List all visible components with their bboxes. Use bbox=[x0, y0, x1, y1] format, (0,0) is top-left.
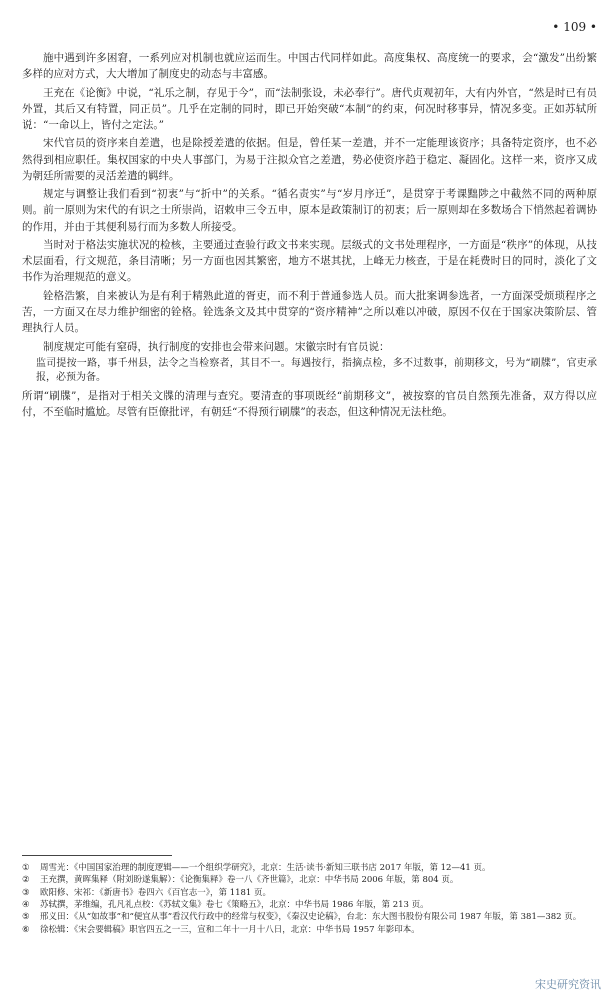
footnote-text: 苏轼撰，茅维编，孔凡礼点校：《苏轼文集》卷七《策略五》，北京：中华书局 1986 年版，第 213 页。 bbox=[40, 899, 429, 910]
footnote-text: 欧阳修、宋祁：《新唐书》卷四六《百官志一》，第 1181 页。 bbox=[40, 887, 272, 898]
footnote-number: ① bbox=[22, 863, 30, 873]
footnote-text: 邢义田：《从“如故事”和“便宜从事”看汉代行政中的经常与权变》，《秦汉史论稿》，台北：东大图书股份有限公司 1987 年版，第 381—382 页。 bbox=[40, 912, 582, 923]
paragraph: 王充在《论衡》中说，“礼乐之制，存见于今”，而“法制张设，未必奉行”。唐代贞观初年，大有内外官，“然是时已有员外置，其后又有特置，同正员”。几乎在定制的同时，即已开始突破“本制”的约束，何况时移事异，情况多变。正如苏轼所说：“一命以上，皆付之定法。” bbox=[22, 86, 597, 132]
footnote bbox=[22, 911, 597, 923]
footnote-number: ② bbox=[22, 875, 30, 886]
footnote-number: ③ bbox=[22, 887, 30, 898]
footnotes bbox=[22, 855, 597, 936]
paragraph: 铨格浩繁，自来被认为是有利于精熟此道的胥吏，而不利于普通参选人员。而大批案调参选者，一方面深受烦琐程序之苦，一方面又在尽力维护细密的铨格。铨选条文及其中贯穿的“资序精神”之所以难以冲破，原因不仅在于国家决策阶层、管理执行人员。 bbox=[22, 289, 597, 335]
footnote bbox=[22, 887, 597, 899]
wechat-watermark: 宋史研究资讯 bbox=[535, 978, 601, 991]
paragraph: 所谓“刷牒”，是指对于相关文牒的清理与查究。要清查的事项既经“前期移文”，被按察的官员自然预先准备，双方得以应付，不至临时尴尬。尽管有臣僚批评，有朝廷“不得预行刷牒”的表态，但这种情况无法杜绝。 bbox=[22, 389, 597, 419]
footnote-text: 王充撰，黄晖集释（附刘盼遂集解）：《论衡集释》卷一八《齐世篇》，北京：中华书局 2006 年版，第 804 页。 bbox=[40, 875, 459, 886]
body-text bbox=[22, 50, 597, 422]
paragraph: 施中遇到许多困窘，一系列应对机制也就应运而生。中国古代同样如此。高度集权、高度统一的要求，会“激发”出纷繁多样的应对方式，大大增加了制度史的动态与丰富感。 bbox=[22, 52, 597, 81]
footnote-number: ⑥ bbox=[22, 924, 30, 935]
footnote-text: 周雪光：《中国国家治理的制度逻辑——一个组织学研究》，北京：生活·读书·新知三联书店 2017 年版，第 12—41 页。 bbox=[40, 863, 491, 873]
paragraph: 当时对于格法实施状况的检核，主要通过查验行政文书来实现。层级式的文书处理程序，一方面是“秩序”的体现，从技术层面看，行文规范，条目清晰；另一方面也因其繁密，地方不堪其扰，上峰无力核查，于是在耗费时日的同时，淡化了文书作为治理规范的意义。 bbox=[22, 238, 597, 284]
footnote bbox=[22, 874, 597, 886]
block-quote: 监司提按一路，事千州县，法令之当检察者，其目不一。每遇按行，指摘点检，多不过数事，前期移文，号为“刷牒”，官吏承报，必预为备。 bbox=[36, 357, 597, 384]
footnote-text: 徐松辑：《宋会要辑稿》职官四五之一三，宣和二年十一月十八日，北京：中华书局 1957 年影印本。 bbox=[40, 924, 420, 935]
paragraph: 规定与调整让我们看到“初衷”与“折中”的关系。“循名责实”与“岁月序迁”，是贯穿于考课黜陟之中截然不同的两种原则。前一原则为宋代的有识之士所崇尚，诏敕申三令五申，原本是政策制订的初衷；后一原则却在多数场合下悄然起着调协的作用，并由于其便利易行而为多数人所接受。 bbox=[22, 188, 597, 233]
footnote-number: ④ bbox=[22, 899, 30, 910]
footnote bbox=[22, 862, 597, 874]
page-number: • 109 • bbox=[552, 20, 597, 34]
footnote-number: ⑤ bbox=[22, 912, 30, 923]
paragraph: 宋代官员的资序来自差遣，也是除授差遣的依据。但是，曾任某一差遣，并不一定能理该资序；具备特定资序，也不必然得到相应职任。集权国家的中央人事部门，为易于注拟众官之差遣，势必使资序趋于稳定、凝固化。这样一来，资序又成为朝廷所需要的灵活差遣的羁绊。 bbox=[22, 137, 597, 182]
footnote bbox=[22, 924, 597, 936]
paragraph: 制度规定可能有窒碍，执行制度的安排也会带来问题。宋徽宗时有官员说： bbox=[43, 340, 390, 353]
footnote-rule bbox=[22, 855, 172, 856]
footnote bbox=[22, 899, 597, 911]
